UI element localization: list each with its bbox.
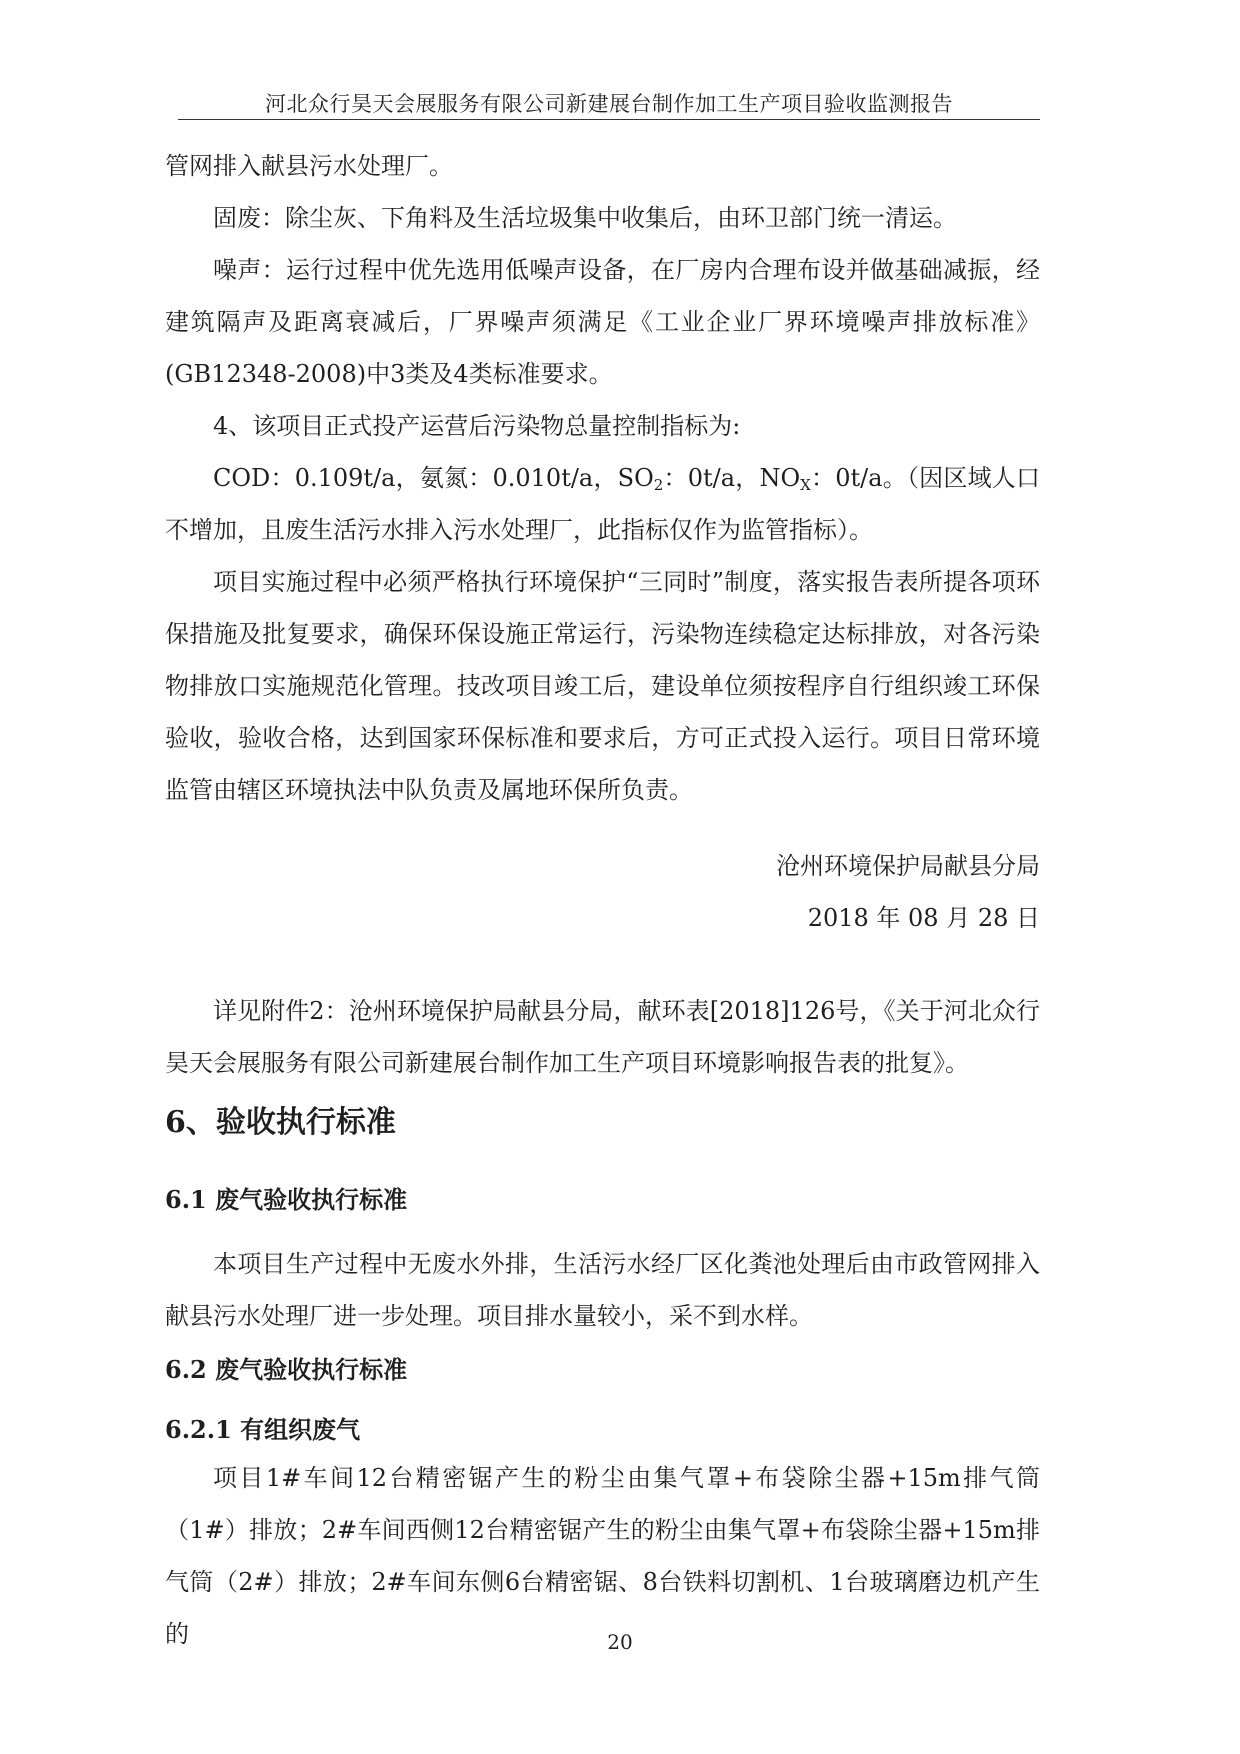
header-rule	[178, 119, 1040, 120]
page-number: 20	[607, 1630, 633, 1654]
paragraph-pipe-network: 管网排入献县污水处理厂。	[165, 152, 453, 180]
emission-text-a: COD：0.109t/a，氨氮：0.010t/a，SO	[213, 464, 654, 492]
subsection-heading-6-2-1: 6.2.1 有组织废气	[165, 1415, 361, 1444]
signature-org: 沧州环境保护局献县分局	[776, 852, 1040, 880]
page-header: 河北众行昊天会展服务有限公司新建展台制作加工生产项目验收监测报告	[265, 92, 953, 116]
paragraph-total-control: 4、该项目正式投产运营后污染物总量控制指标为:	[213, 412, 741, 440]
paragraph-wastewater: 本项目生产过程中无废水外排，生活污水经厂区化粪池处理后由市政管网排入献县污水处理厂进一步处理。项目排水量较小，采不到水样。	[165, 1250, 1040, 1330]
section-heading-6: 6、验收执行标准	[165, 1105, 396, 1140]
paragraph-three-simultaneous: 项目实施过程中必须严格执行环境保护“三同时”制度，落实报告表所提各项环保措施及批复要求，确保环保设施正常运行，污染物连续稳定达标排放，对各污染物排放口实施规范化管理。技改项目竣工后，建设单位须按程序自行组织竣工环保验收，验收合格，达到国家环保标准和要求后，方可正式投入运行。项目日常环境监管由辖区环境执法中队负责及属地环保所负责。	[165, 568, 1040, 804]
subsection-heading-6-1: 6.1 废气验收执行标准	[165, 1185, 408, 1214]
emission-text-b: ：0t/a，NO	[663, 464, 801, 492]
paragraph-solid-waste: 固废：除尘灰、下角料及生活垃圾集中收集后，由环卫部门统一清运。	[213, 204, 957, 232]
so2-subscript: 2	[653, 476, 664, 494]
subsection-heading-6-2: 6.2 废气验收执行标准	[165, 1355, 408, 1384]
nox-subscript: X	[800, 476, 811, 494]
paragraph-attachment-ref: 详见附件2：沧州环境保护局献县分局，献环表[2018]126号，《关于河北众行昊天会展服务有限公司新建展台制作加工生产项目环境影响报告表的批复》。	[165, 997, 1040, 1077]
emission-text-c: ：0t/a。（因区域人口不增加，且废生活污水排入污水处理厂，此指标仅作为监管指标）。	[165, 464, 1041, 544]
paragraph-emission-indices	[165, 452, 1040, 556]
paragraph-organized-emissions: 项目1#车间12台精密锯产生的粉尘由集气罩+布袋除尘器+15m排气筒（1#）排放；2#车间西侧12台精密锯产生的粉尘由集气罩+布袋除尘器+15m排气筒（2#）排放；2#车间东侧6台精密锯、8台铁料切割机、1台玻璃磨边机产生的	[165, 1464, 1040, 1648]
paragraph-noise: 噪声：运行过程中优先选用低噪声设备，在厂房内合理布设并做基础减振，经建筑隔声及距离衰减后，厂界噪声须满足《工业企业厂界环境噪声排放标准》(GB12348-2008)中3类及4类标准要求。	[165, 256, 1040, 388]
signature-date: 2018 年 08 月 28 日	[807, 904, 1040, 932]
